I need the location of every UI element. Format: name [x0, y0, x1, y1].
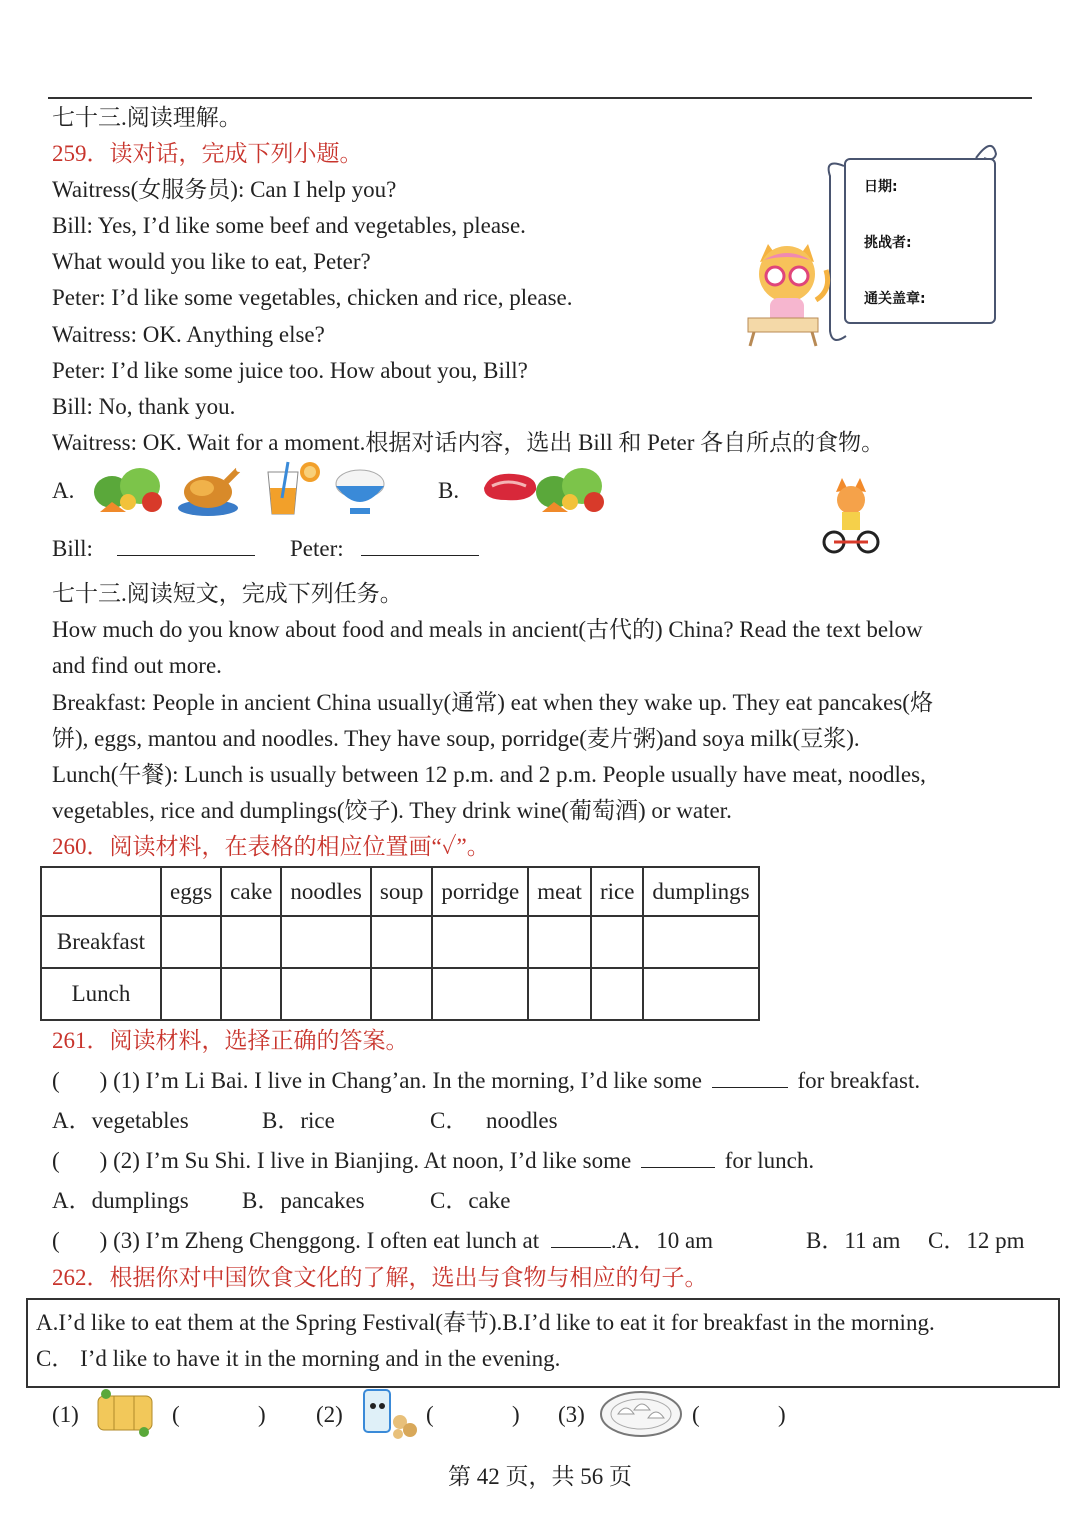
- q2-option-a: A．dumplings: [52, 1188, 189, 1213]
- scroll-challenger-label: 挑战者:: [864, 235, 912, 251]
- q2-option-c: C．cake: [430, 1188, 511, 1213]
- table-header-cell: noodles: [281, 867, 371, 916]
- passage-line: Breakfast: People in ancient China usually(通常) eat when they wake up. They eat pancakes(烙: [52, 690, 933, 715]
- check-cell[interactable]: [591, 916, 643, 968]
- q1-option-a: A．vegetables: [52, 1108, 189, 1133]
- q261-item-2: [52, 1146, 814, 1176]
- dumplings-plate-icon: [598, 1388, 684, 1440]
- check-cell[interactable]: [221, 968, 281, 1020]
- table-row: [41, 968, 759, 1020]
- q3-option-a: .A．10 am: [610, 1228, 714, 1253]
- cat-mascot-icon: [742, 240, 834, 348]
- scroll-stamp-label: 通关盖章:: [864, 291, 926, 307]
- q1-text-end: for breakfast.: [797, 1068, 921, 1093]
- vegetables-icon: [92, 462, 168, 514]
- check-cell[interactable]: [528, 968, 591, 1020]
- q262-item-2-label: (2): [316, 1402, 343, 1427]
- dialogue-line: Peter: I’d like some juice too. How about you, Bill?: [52, 358, 528, 383]
- passage-line: How much do you know about food and meals in ancient(古代的) China? Read the text below: [52, 617, 923, 642]
- check-cell[interactable]: [591, 968, 643, 1020]
- dialogue-line: Waitress: OK. Anything else?: [52, 322, 325, 347]
- answer-paren[interactable]: (: [52, 1228, 60, 1253]
- pancake-icon: [92, 1388, 158, 1438]
- check-cell[interactable]: [221, 916, 281, 968]
- q1-option-c-text: noodles: [486, 1108, 558, 1133]
- table-header-cell: meat: [528, 867, 591, 916]
- q262-sentence-line: C． I’d like to have it in the morning and in the evening.: [36, 1346, 561, 1371]
- table-corner-cell: [41, 867, 161, 916]
- table-header-cell: porridge: [432, 867, 528, 916]
- table-header-cell: cake: [221, 867, 281, 916]
- q1-blank[interactable]: [712, 1067, 788, 1088]
- check-cell[interactable]: [281, 968, 371, 1020]
- check-cell[interactable]: [161, 968, 221, 1020]
- table-header-row: [41, 867, 759, 916]
- dialogue-line: Peter: I’d like some vegetables, chicken and rice, please.: [52, 285, 573, 310]
- roast-chicken-icon: [176, 462, 242, 518]
- page-number: 第 42 页，共 56 页: [448, 1464, 632, 1489]
- q2-text: ) (2) I’m Su Shi. I live in Bianjing. At noon, I’d like some: [99, 1148, 632, 1173]
- dialogue-line: What would you like to eat, Peter?: [52, 249, 371, 274]
- q3-option-b: B．11 am: [806, 1228, 901, 1253]
- peter-answer-label: [290, 534, 479, 564]
- vegetables-icon: [534, 462, 610, 514]
- answer-paren[interactable]: (: [52, 1068, 60, 1093]
- answer-paren[interactable]: (: [52, 1148, 60, 1173]
- q2-option-b: B．pancakes: [242, 1188, 365, 1213]
- dialogue-line: Waitress: OK. Wait for a moment.根据对话内容，选出 Bill 和 Peter 各自所点的食物。: [52, 430, 885, 455]
- row-label-lunch: Lunch: [41, 968, 161, 1020]
- check-cell[interactable]: [432, 968, 528, 1020]
- check-cell[interactable]: [371, 916, 432, 968]
- table-header-cell: eggs: [161, 867, 221, 916]
- check-cell[interactable]: [528, 916, 591, 968]
- q2-text-end: for lunch.: [724, 1148, 815, 1173]
- q1-text: ) (1) I’m Li Bai. I live in Chang’an. In the morning, I’d like some: [99, 1068, 702, 1093]
- dialogue-line: Waitress(女服务员): Can I help you?: [52, 177, 397, 202]
- juice-icon: [258, 458, 322, 518]
- q261-item-3: [52, 1226, 713, 1256]
- bill-answer-blank[interactable]: [117, 535, 255, 556]
- q262-paren-close[interactable]: ): [512, 1402, 520, 1427]
- q2-blank[interactable]: [641, 1147, 715, 1168]
- check-cell[interactable]: [643, 968, 758, 1020]
- challenge-scroll-card: [820, 136, 1000, 346]
- dialogue-line: Bill: No, thank you.: [52, 394, 236, 419]
- peter-label: Peter:: [290, 536, 344, 561]
- passage-line: vegetables, rice and dumplings(饺子). They drink wine(葡萄酒) or water.: [52, 798, 732, 823]
- q3-blank[interactable]: [551, 1227, 611, 1248]
- check-cell[interactable]: [432, 916, 528, 968]
- rice-bowl-icon: [332, 462, 388, 518]
- food-checklist-table: [40, 866, 760, 1021]
- q260-title: 260．阅读材料，在表格的相应位置画“✓”。: [52, 834, 490, 859]
- bill-label: Bill:: [52, 536, 93, 561]
- peter-answer-blank[interactable]: [361, 535, 479, 556]
- bill-answer-label: [52, 534, 255, 564]
- q3-option-c: C．12 pm: [928, 1228, 1025, 1253]
- passage-line: and find out more.: [52, 653, 222, 678]
- q262-paren-open[interactable]: (: [692, 1402, 700, 1427]
- scroll-date-label: 日期:: [864, 179, 898, 195]
- table-header-cell: dumplings: [643, 867, 758, 916]
- section2-title: 七十三.阅读短文，完成下列任务。: [52, 581, 403, 606]
- passage-line: Lunch(午餐): Lunch is usually between 12 p.m. and 2 p.m. People usually have meat, noodles,: [52, 762, 926, 787]
- q262-item-1-label: (1): [52, 1402, 79, 1427]
- q262-item-3-label: (3): [558, 1402, 585, 1427]
- q262-paren-close[interactable]: ): [778, 1402, 786, 1427]
- dialogue-line: Bill: Yes, I’d like some beef and vegetables, please.: [52, 213, 526, 238]
- soya-milk-icon: [358, 1386, 420, 1440]
- beef-icon: [480, 470, 540, 504]
- table-row: [41, 916, 759, 968]
- passage-line: 饼), eggs, mantou and noodles. They have soup, porridge(麦片粥)and soya milk(豆浆).: [52, 726, 860, 751]
- q262-paren-close[interactable]: ): [258, 1402, 266, 1427]
- q262-paren-open[interactable]: (: [426, 1402, 434, 1427]
- top-rule: [48, 97, 1032, 99]
- option-a-label: A.: [52, 478, 75, 503]
- q262-paren-open[interactable]: (: [172, 1402, 180, 1427]
- table-header-cell: soup: [371, 867, 432, 916]
- q261-item-1: [52, 1066, 920, 1096]
- fox-on-bike-icon: [822, 478, 880, 556]
- check-cell[interactable]: [281, 916, 371, 968]
- section1-title: 七十三.阅读理解。: [52, 105, 242, 130]
- q262-title: 262．根据你对中国饮食文化的了解，选出与食物与相应的句子。: [52, 1265, 708, 1290]
- q261-title: 261．阅读材料，选择正确的答案。: [52, 1028, 409, 1053]
- check-cell[interactable]: [371, 968, 432, 1020]
- q262-sentence-line: A.I’d like to eat them at the Spring Festival(春节).B.I’d like to eat it for breakfast in the morning.: [36, 1310, 935, 1335]
- check-cell[interactable]: [161, 916, 221, 968]
- check-cell[interactable]: [643, 916, 758, 968]
- q1-option-c: C．: [430, 1108, 469, 1133]
- row-label-breakfast: Breakfast: [41, 916, 161, 968]
- q259-title: 259．读对话，完成下列小题。: [52, 141, 363, 166]
- q3-text: ) (3) I’m Zheng Chenggong. I often eat lunch at: [99, 1228, 540, 1253]
- option-b-label: B.: [438, 478, 460, 503]
- table-header-cell: rice: [591, 867, 643, 916]
- q1-option-b: B．rice: [262, 1108, 335, 1133]
